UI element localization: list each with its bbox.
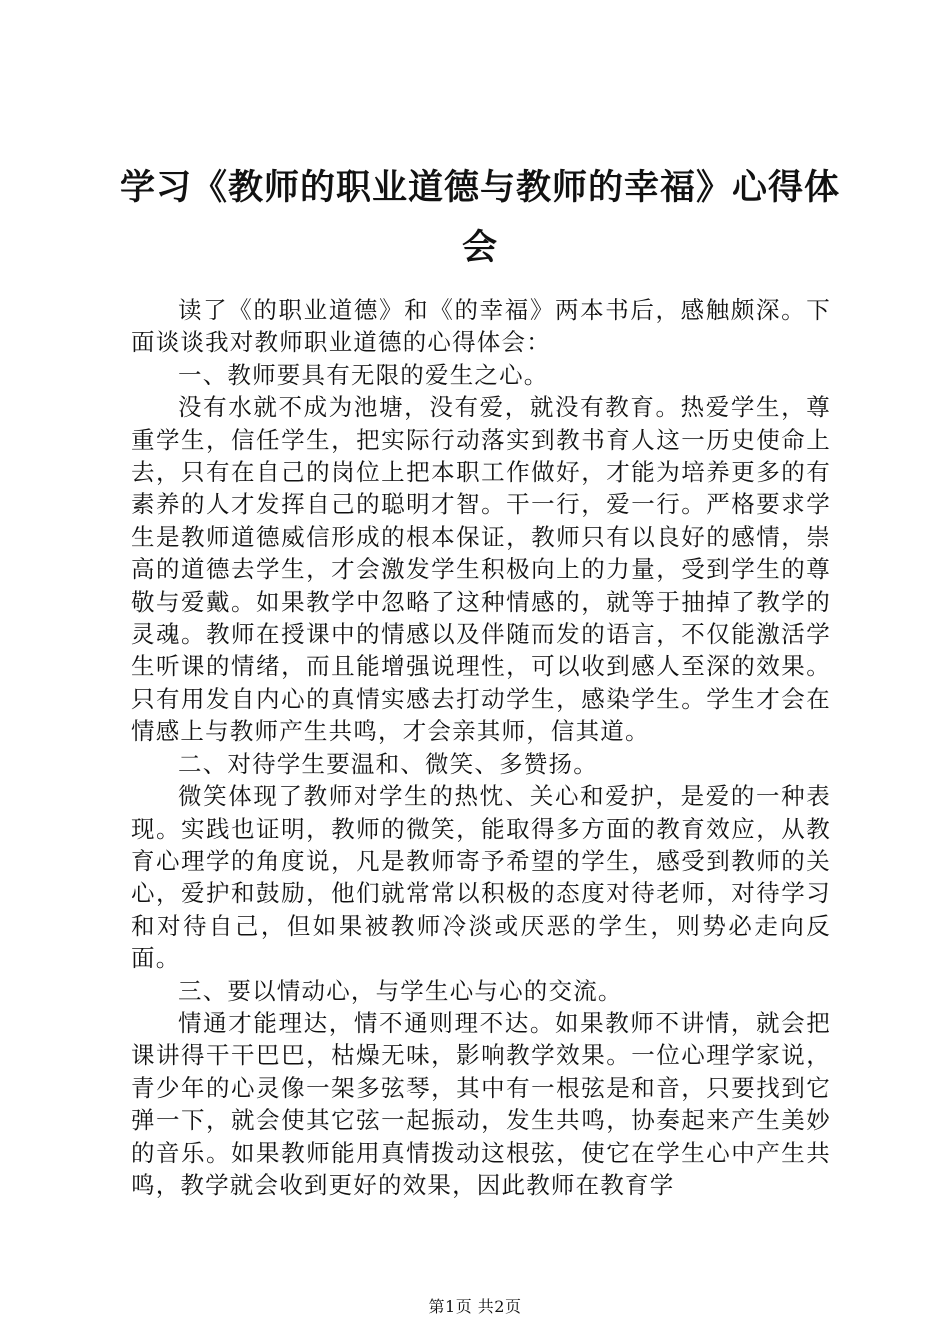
section-heading-2: 二、对待学生要温和、微笑、多赞扬。 [178, 749, 598, 778]
paragraph-intro: 读了《的职业道德》和《的幸福》两本书后，感触颇深。下面谈谈我对教师职业道德的心得体会： [131, 296, 831, 357]
document-title: 学习《教师的职业道德与教师的幸福》心得体会 [120, 168, 841, 268]
section-heading-1: 一、教师要具有无限的爱生之心。 [178, 360, 549, 389]
paragraph-section-1: 没有水就不成为池塘，没有爱，就没有教育。热爱学生，尊重学生，信任学生，把实际行动落实到教书育人这一历史使命上去，只有在自己的岗位上把本职工作做好，才能为培养更多的有素养的人才发挥自己的聪明才智。干一行，爱一行。严格要求学生是教师道德威信形成的根本保证，教师只有以良好的感情，崇高的道德去学生，才会激发学生积极向上的力量，受到学生的尊敬与爱戴。如果教学中忽略了这种情感的，就等于抽掉了教学的灵魂。教师在授课中的情感以及伴随而发的语言，不仅能激活学生听课的情绪，而且能增强说理性，可以收到感人至深的效果。只有用发自内心的真情实感去打动学生，感染学生。学生才会在情感上与教师产生共鸣，才会亲其师，信其道。 [131, 393, 831, 746]
section-heading-3: 三、要以情动心，与学生心与心的交流。 [178, 976, 623, 1005]
document-body [131, 294, 831, 1201]
page-number-footer: 第1页 共2页 [428, 1297, 522, 1316]
paragraph-section-2: 微笑体现了教师对学生的热忱、关心和爱护，是爱的一种表现。实践也证明，教师的微笑，能取得多方面的教育效应，从教育心理学的角度说，凡是教师寄予希望的学生，感受到教师的关心，爱护和鼓励，他们就常常以积极的态度对待老师，对待学习和对待自己，但如果被教师冷淡或厌恶的学生，则势必走向反面。 [131, 782, 831, 973]
paragraph-section-3: 情通才能理达，情不通则理不达。如果教师不讲情，就会把课讲得干干巴巴，枯燥无味，影响教学效果。一位心理学家说，青少年的心灵像一架多弦琴，其中有一根弦是和音，只要找到它弹一下，就会使其它弦一起振动，发生共鸣，协奏起来产生美妙的音乐。如果教师能用真情拨动这根弦，使它在学生心中产生共鸣，教学就会收到更好的效果，因此教师在教育学 [131, 1008, 831, 1199]
